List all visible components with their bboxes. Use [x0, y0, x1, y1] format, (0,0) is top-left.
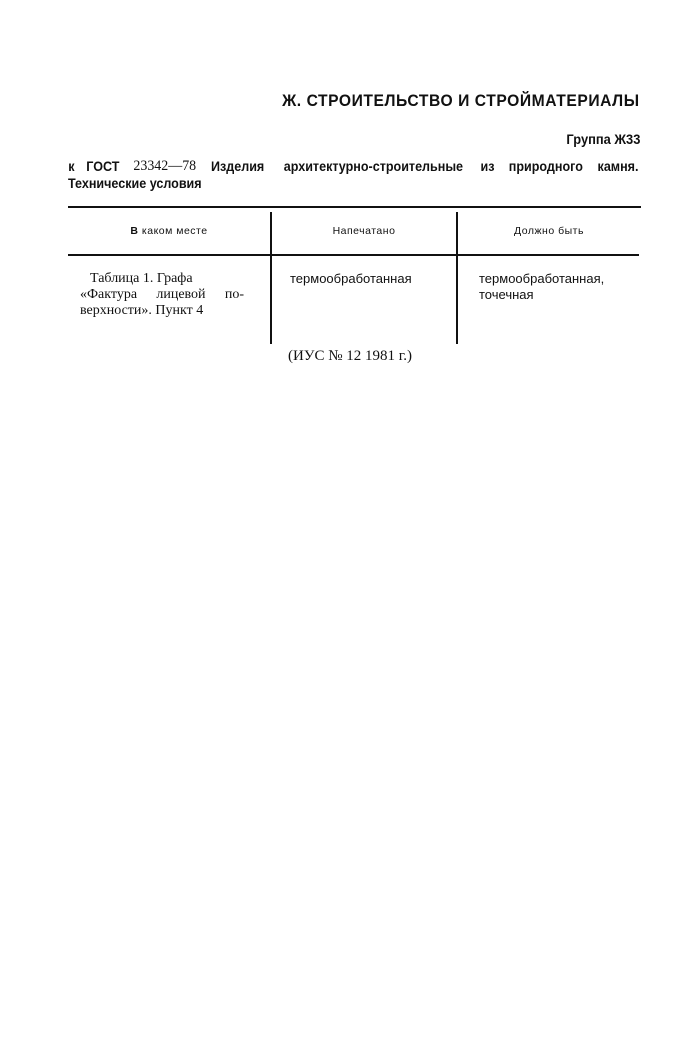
table-header-rule	[68, 254, 639, 256]
should-be-line: точечная	[479, 287, 534, 302]
section-title: Ж. СТРОИТЕЛЬСТВО И СТРОЙМАТЕРИАЛЫ	[282, 91, 640, 110]
ius-note: (ИУС № 12 1981 г.)	[288, 348, 412, 364]
column-header-place: В каком месте	[130, 225, 208, 237]
gost-reference-line-2: Технические условия	[68, 176, 202, 191]
gost-title-word: природного	[508, 159, 583, 174]
column-header-should-be: Должно быть	[514, 225, 584, 237]
table-cell-should-be	[479, 271, 604, 303]
column-header-printed: Напечатано	[332, 225, 396, 237]
gost-reference-line-1	[68, 158, 640, 175]
place-word: «Фактура	[80, 287, 138, 302]
gost-number: 23342—78	[133, 158, 197, 174]
place-line: Таблица 1. Графа	[90, 271, 193, 286]
table-top-rule	[68, 206, 641, 208]
place-line	[80, 287, 244, 303]
gost-title-word: из	[480, 159, 495, 174]
table-cell-printed: термообработанная	[290, 271, 412, 286]
place-word: лицевой	[156, 287, 206, 302]
place-word: по-	[224, 287, 244, 302]
should-be-line: термообработанная,	[479, 271, 605, 286]
gost-label: ГОСТ	[86, 159, 120, 174]
table-cell-place	[80, 271, 244, 319]
gost-title-word: Изделия	[211, 159, 265, 174]
gost-reference	[68, 158, 640, 192]
group-label: Группа Ж33	[566, 131, 640, 147]
gost-title-word: архитектурно-строительные	[283, 159, 464, 174]
gost-title-word: камня.	[597, 159, 639, 174]
gost-prefix: к	[68, 159, 75, 174]
place-line: верхности». Пункт 4	[80, 303, 204, 318]
